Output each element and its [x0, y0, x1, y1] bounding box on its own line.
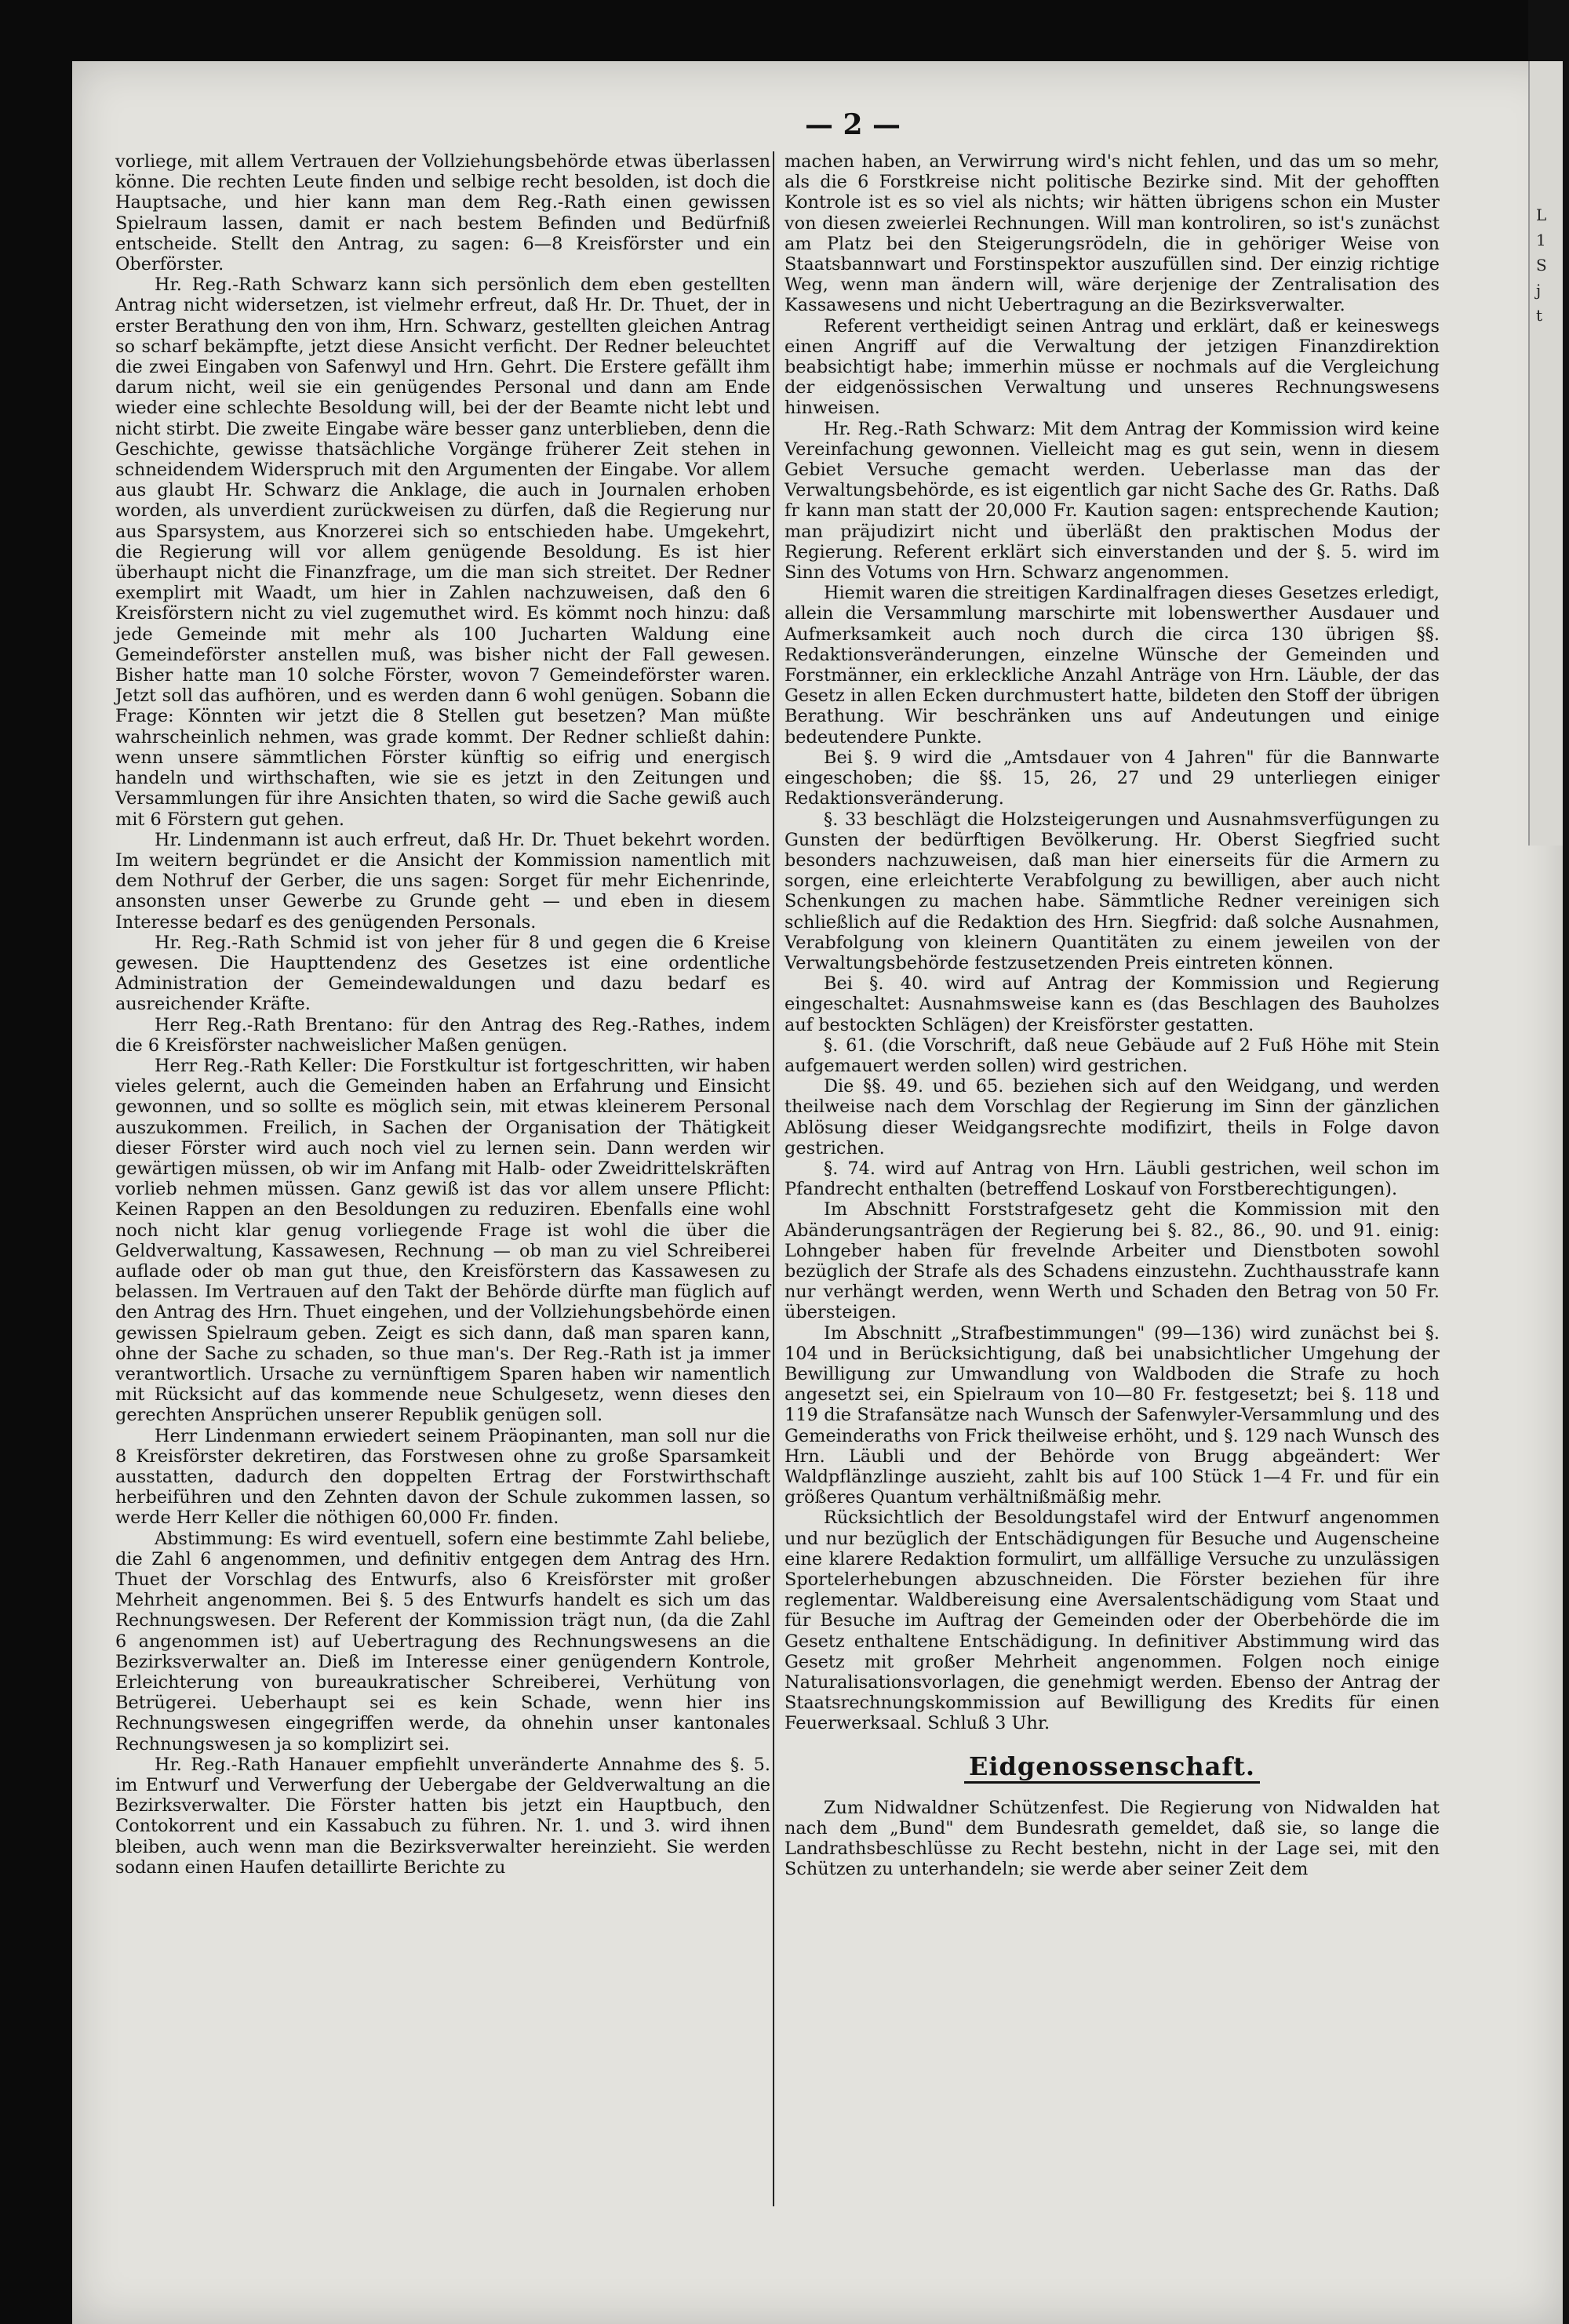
page-number: — 2 — [804, 108, 901, 141]
paragraph: Hiemit waren die streitigen Kardinalfragen dieses Gesetzes erledigt, allein die Versammlung marschirte mit lobenswerther Ausdauer und Aufmerksamkeit auch noch durch die circa 130 übrigen §§. Redaktionsveränderungen, einzelne Wünsche der Gemeinden und Forstmänner, ein erkleckliche Anzahl Anträge von Hrn. Läuble, der das Gesetz in allen Ecken durchmustert hatte, bildeten den Stoff der übrigen Berathung. Wir beschränken uns auf Andeutungen und einige bedeutendere Punkte. [784, 583, 1440, 747]
paragraph: Bei §. 40. wird auf Antrag der Kommission und Regierung eingeschaltet: Ausnahmsweise kann es (das Beschlagen des Bauholzes auf bestockten Schlägen) der Kreisförster gestatten. [784, 973, 1440, 1035]
paragraph: §. 74. wird auf Antrag von Hrn. Läubli gestrichen, weil schon im Pfandrecht enthalten (betreffend Loskauf von Forstberechtigungen). [784, 1158, 1440, 1200]
paragraph: Zum Nidwaldner Schützenfest. Die Regierung von Nidwalden hat nach dem „Bund" dem Bundesrath gemeldet, daß sie, so lange die Landrathsbeschlüsse zu Recht bestehn, nicht in der Lage sei, mit den Schützen zu unterhandeln; sie werde aber seiner Zeit dem [784, 1797, 1440, 1880]
section-heading-wrap [784, 1734, 1440, 1798]
column-divider [773, 151, 774, 2206]
paragraph: vorliege, mit allem Vertrauen der Vollziehungsbehörde etwas überlassen könne. Die rechten Leute finden und selbige recht besolden, ist doch die Hauptsache, und hier kann man dem Reg.-Rath einen gewissen Spielraum lassen, damit er nach bestem Befinden und Bedürfniß entscheide. Stellt den Antrag, zu sagen: 6—8 Kreisförster und ein Oberförster. [115, 151, 770, 275]
paragraph: §. 33 beschlägt die Holzsteigerungen und Ausnahmsverfügungen zu Gunsten der bedürftigen Bevölkerung. Hr. Oberst Siegfried sucht besonders nachzuweisen, daß man hier einerseits für die Armern zu sorgen, eine erleichterte Verabfolgung zu bewilligen, aber auch nicht Schenkungen zu machen habe. Sämmtliche Redner vereinigen sich schließlich auf die Redaktion des Hrn. Siegfrid: daß solche Ausnahmen, Verabfolgung von kleinern Quantitäten zu einem jeweilen von der Verwaltungsbehörde festzusetzenden Preis eintreten können. [784, 809, 1440, 973]
paragraph: Im Abschnitt Forststrafgesetz geht die Kommission mit den Abänderungsanträgen der Regierung bei §. 82., 86., 90. und 91. einig: Lohngeber haben für frevelnde Arbeiter und Dienstboten sowohl bezüglich der Strafe als des Schadens einzustehn. Zuchthausstrafe kann nur verhängt werden, wenn Werth und Schaden den Betrag von 50 Fr. übersteigen. [784, 1199, 1440, 1323]
section-heading: Eidgenossenschaft. [964, 1756, 1260, 1784]
paragraph: Hr. Reg.-Rath Hanauer empfiehlt unveränderte Annahme des §. 5. im Entwurf und Verwerfung der Uebergabe der Geldverwaltung an die Bezirksverwalter. Die Förster hatten bis jetzt ein Hauptbuch, den Contokorrent und ein Kassabuch zu führen. Nr. 1. und 3. wird ihnen bleiben, auch wenn man die Bezirksverwalter hereinzieht. Sie werden sodann einen Haufen detaillirte Berichte zu [115, 1754, 770, 1878]
paragraph: Hr. Reg.-Rath Schwarz: Mit dem Antrag der Kommission wird keine Vereinfachung gewonnen. Vielleicht mag es gut sein, wenn in diesem Gebiet Versuche gemacht werden. Ueberlasse man das der Verwaltungsbehörde, es ist eigentlich gar nicht Sache des Gr. Raths. Daß fr kann man statt der 20,000 Fr. Kaution sagen: entsprechende Kaution; man präjudizirt nicht und überläßt den praktischen Modus der Regierung. Referent erklärt sich einverstanden und der §. 5. wird im Sinn des Votums von Hrn. Schwarz angenommen. [784, 418, 1440, 584]
paragraph: Herr Reg.-Rath Brentano: für den Antrag des Reg.-Rathes, indem die 6 Kreisförster nachweislicher Maßen genügen. [115, 1014, 770, 1056]
paragraph: Herr Lindenmann erwiedert seinem Präopinanten, man soll nur die 8 Kreisförster dekretiren, das Forstwesen ohne zu große Sparsamkeit ausstatten, dadurch den doppelten Ertrag der Forstwirthschaft herbeiführen und den Zehnten davon der Schule zukommen lassen, so werde Herr Keller die nöthigen 60,000 Fr. finden. [115, 1425, 770, 1529]
paragraph: Hr. Reg.-Rath Schwarz kann sich persönlich dem eben gestellten Antrag nicht widersetzen, ist vielmehr erfreut, daß Hr. Dr. Thuet, der in erster Berathung den von ihm, Hrn. Schwarz, gestellten gleichen Antrag so scharf bekämpfte, jetzt diese Ansicht verficht. Der Redner beleuchtet die zwei Eingaben von Safenwyl und Hrn. Gehrt. Die Erstere gefällt ihm darum nicht, weil sie ein genügendes Personal und dann am Ende wieder eine schlechte Besoldung will, bei der der Beamte nicht lebt und nicht stirbt. Die zweite Eingabe wäre besser ganz unterblieben, denn die Geschichte, gewisse thatsächliche Vorgänge früherer Zeit stehen in schneidendem Widerspruch mit den Argumenten der Eingabe. Vor allem aus glaubt Hr. Schwarz die Anklage, die auch in Journalen erhoben worden, als unverdient zurückweisen zu dürfen, daß die Regierung nur aus Sparsystem, aus Knorzerei sich so entschieden habe. Umgekehrt, die Regierung will vor allem genügende Besoldung. Es ist hier überhaupt nicht die Finanzfrage, um die man sich streitet. Der Redner exemplirt mit Waadt, um hier in Zahlen nachzuweisen, daß den 6 Kreisförstern nicht zu viel zugemuthet wird. Es kömmt noch hinzu: daß jede Gemeinde mit mehr als 100 Jucharten Waldung eine Gemeindeförster anstellen muß, was bisher nicht der Fall gewesen. Bisher hatte man 10 solche Förster, wovon 7 Gemeindeförster waren. Jetzt soll das aufhören, und es werden dann 6 wohl genügen. Sobann die Frage: Könnten wir jetzt die 8 Stellen gut besetzen? Man müßte wahrscheinlich nehmen, was grade kommt. Der Redner schließt dahin: wenn unsere sämmtlichen Förster künftig so eifrig und energisch handeln und wirthschaften, wie sie es jetzt in den Zeitungen und Versammlungen für ihre Ansichten thaten, so wird die Sache gewiß auch mit 6 Förstern gut gehen. [115, 275, 770, 830]
newspaper-page [72, 61, 1563, 2324]
paragraph: Rücksichtlich der Besoldungstafel wird der Entwurf angenommen und nur bezüglich der Entschädigungen für Besuche und Augenscheine eine klarere Redaktion formulirt, um allfällige Versuche zu unzulässigen Sportelerhebungen abzuschneiden. Die Förster beziehen für ihre reglementar. Waldbereisung eine Aversalentschädigung vom Staat und für Besuche im Auftrag der Gemeinden oder der Oberbehörde die im Gesetz enthaltene Entschädigung. In definitiver Abstimmung wird das Gesetz mit großer Mehrheit angenommen. Folgen noch einige Naturalisationsvorlagen, die genehmigt werden. Ebenso der Antrag der Staatsrechnungskommission auf Bewilligung des Kredits für einen Feuerwerksaal. Schluß 3 Uhr. [784, 1508, 1440, 1734]
paragraph: Im Abschnitt „Strafbestimmungen" (99—136) wird zunächst bei §. 104 und in Berücksichtigung, daß bei unabsichtlicher Umgehung der Bewilligung zur Umwandlung von Waldboden die Strafe zu hoch angesetzt sei, ein Spielraum von 10—80 Fr. festgesetzt; bei §. 118 und 119 die Strafansätze nach Wunsch der Safenwyler-Versammlung und des Gemeinderaths von Frick theilweise erhöht, und §. 129 nach Wunsch des Hrn. Läubli und der Behörde von Brugg abgeändert: Wer Waldpflänzlinge auszieht, zahlt bis auf 100 Stück 1—4 Fr. und für ein größeres Quantum verhältnißmäßig mehr. [784, 1322, 1440, 1508]
right-column [784, 151, 1440, 1880]
paragraph: Abstimmung: Es wird eventuell, sofern eine bestimmte Zahl beliebe, die Zahl 6 angenommen, und definitiv entgegen dem Antrag des Hrn. Thuet der Vorschlag des Entwurfs, also 6 Kreisförster mit großer Mehrheit angenommen. Bei §. 5 des Entwurfs handelt es sich um das Rechnungswesen. Der Referent der Kommission trägt nun, (da die Zahl 6 angenommen ist) auf Uebertragung des Rechnungswesens an die Bezirksverwalter an. Dieß im Interesse einer genügendern Kontrole, Erleichterung von bureaukratischer Schreiberei, Verhütung von Betrügerei. Ueberhaupt sei es kein Schade, wenn hier ins Rechnungswesen eingegriffen werde, da ohnehin unser kantonales Rechnungswesen ja so komplizirt sei. [115, 1528, 770, 1755]
paragraph: Hr. Reg.-Rath Schmid ist von jeher für 8 und gegen die 6 Kreise gewesen. Die Haupttendenz des Gesetzes ist eine ordentliche Administration der Gemeindewaldungen und dazu bedarf es ausreichender Kräfte. [115, 932, 770, 1015]
paragraph: machen haben, an Verwirrung wird's nicht fehlen, und das um so mehr, als die 6 Forstkreise nicht politische Bezirke sind. Mit der gehofften Kontrole ist es so viel als nichts; wir hätten übrigens schon ein Muster von diesen zweierlei Rechnungen. Will man kontroliren, so ist's zunächst am Platz bei den Steigerungsrödeln, die in gehöriger Weise von Staatsbannwart und Forstinspektor auszufüllen sind. Der einzig richtige Weg, wenn man ändern will, wäre derjenige der Zentralisation des Kassawesens und nicht Uebertragung an die Bezirksverwalter. [784, 151, 1440, 316]
adjacent-page-bleed: L 1 S j t [1528, 61, 1563, 846]
paragraph: Hr. Lindenmann ist auch erfreut, daß Hr. Dr. Thuet bekehrt worden. Im weitern begründet er die Ansicht der Kommission namentlich mit dem Nothruf der Gerber, die uns sagen: Sorget für mehr Eichenrinde, ansonsten unser Gewerbe zu Grunde geht — und eben in diesem Interesse bedarf es des genügenden Personals. [115, 829, 770, 933]
left-column [115, 151, 770, 1878]
paragraph: §. 61. (die Vorschrift, daß neue Gebäude auf 2 Fuß Höhe mit Stein aufgemauert werden sollen) wird gestrichen. [784, 1035, 1440, 1076]
paragraph: Bei §. 9 wird die „Amtsdauer von 4 Jahren" für die Bannwarte eingeschoben; die §§. 15, 26, 27 und 29 unterliegen einiger Redaktionsveränderung. [784, 747, 1440, 809]
paragraph: Referent vertheidigt seinen Antrag und erklärt, daß er keineswegs einen Angriff auf die Verwaltung der jetzigen Finanzdirektion beabsichtigt habe; immerhin müsse er nochmals auf die Vergleichung der eidgenössischen Verwaltung und unseres Rechnungswesens hinweisen. [784, 315, 1440, 419]
paragraph: Die §§. 49. und 65. beziehen sich auf den Weidgang, und werden theilweise nach dem Vorschlag der Regierung im Sinn der gänzlichen Ablösung dieser Weidgangsrechte modifizirt, theils in Folge davon gestrichen. [784, 1076, 1440, 1158]
paragraph: Herr Reg.-Rath Keller: Die Forstkultur ist fortgeschritten, wir haben vieles gelernt, auch die Gemeinden haben an Erfahrung und Einsicht gewonnen, und so sollte es möglich sein, mit etwas kleinerem Personal auszukommen. Freilich, in Sachen der Organisation der Thätigkeit dieser Förster wird auch noch viel zu lernen sein. Dann werden wir gewärtigen müssen, ob wir im Anfang mit Halb- oder Zweidrittelskräften vorlieb nehmen müssen. Ganz gewiß ist das vor allem unsere Pflicht: Keinen Rappen an den Besoldungen zu reduziren. Ebenfalls eine wohl noch nicht klar genug vorliegende Frage ist wohl die über die Geldverwaltung, Kassawesen, Rechnung — ob man zu viel Schreiberei auflade oder ob man gut thue, den Kreisförstern das Kassawesen zu belassen. Im Vertrauen auf den Takt der Behörde dürfte man füglich auf den Antrag des Hrn. Thuet eingehen, und der Vollziehungsbehörde einen gewissen Spielraum geben. Zeigt es sich dann, daß man sparen kann, ohne der Sache zu schaden, so thue man's. Der Reg.-Rath ist ja immer verantwortlich. Ursache zu vernünftigem Sparen haben wir namentlich mit Rücksicht auf das kommende neue Schulgesetz, wenn dieses den gerechten Ansprüchen unserer Republik genügen soll. [115, 1055, 770, 1426]
